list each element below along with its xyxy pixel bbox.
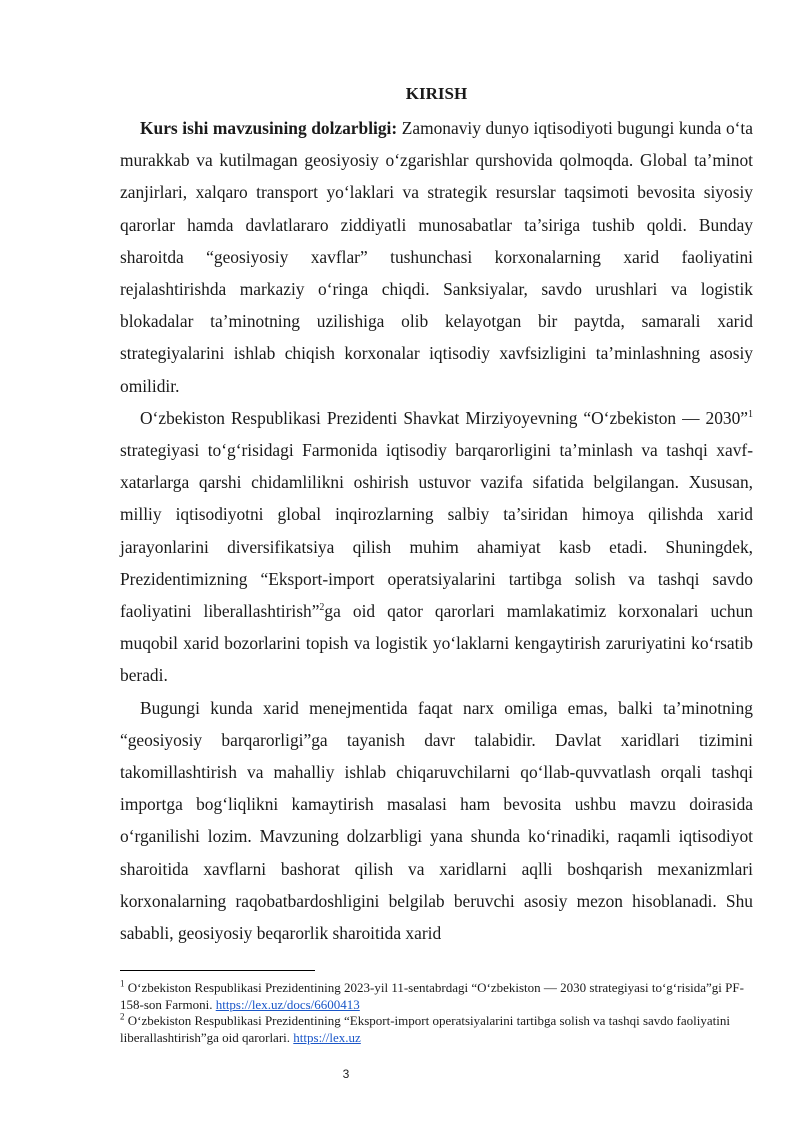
page-number: 3	[342, 1067, 350, 1081]
footnotes	[120, 980, 753, 1046]
footnote-ref-1[interactable]: 1	[748, 409, 753, 421]
paragraph-text: ga oid qator qarorlari mamlakatimiz korxonalari uchun muqobil xarid bozorlarini topish va logistik yo‘laklarni kengaytirish zaruriyatini ko‘rsatib beradi.	[120, 601, 753, 686]
footnote-marker: 1	[120, 978, 125, 989]
footnote-marker: 2	[120, 1011, 125, 1022]
footnote-ref-2[interactable]: 2	[319, 602, 325, 614]
footnote-text: O‘zbekiston Respublikasi Prezidentining “Eksport-import operatsiyalarini tartibga solish va tashqi savdo faoliyatini liberallashtirish”ga oid qarorlari.	[120, 1013, 730, 1045]
footnote-separator	[120, 970, 315, 971]
paragraph-text: strategiyasi to‘g‘risidagi Farmonida iqtisodiy barqarorligini ta’minlash va tashqi xavf-xatarlarga qarshi chidamlilikni oshirish ustuvor vazifa sifatida belgilangan. Xususan, milliy iqtisodiyotni global inqirozlarning salbiy ta’siridan himoya qilishda xarid jarayonlarini diversifikatsiya qilish muhim ahamiyat kasb etadi. Shuningdek, Prezidentimizning “Eksport-import operatsiyalarini tartibga solish va tashqi savdo faoliyatini liberallashtirish”	[120, 440, 753, 622]
paragraph-strategy	[120, 402, 753, 692]
footnote-link[interactable]: https://lex.uz/docs/6600413	[215, 996, 360, 1012]
section-heading: KIRISH	[405, 84, 468, 103]
body-text	[120, 112, 753, 949]
paragraph-relevance	[120, 112, 753, 402]
footnote-1	[120, 980, 753, 1013]
footnote-text: O‘zbekiston Respublikasi Prezidentining 2023-yil 11-sentabrdagi “O‘zbekiston — 2030 strategiyasi to‘g‘risida”gi PF-158-son Farmoni.	[120, 980, 744, 1012]
paragraph-procurement: Bugungi kunda xarid menejmentida faqat narx omiliga emas, balki ta’minotning “geosiyosiy barqarorligi”ga tayanish davr talabidir. Davlat xaridlari tizimini takomillashtirish va mahalliy ishlab chiqaruvchilarni qo‘llab-quvvatlash orqali tashqi importga bog‘liqlikni kamaytirish masalasi ham bevosita ushbu mavzu doirasida o‘rganilishi lozim. Mavzuning dolzarbligi yana shunda ko‘rinadiki, raqamli iqtisodiyot sharoitida xavflarni bashorat qilish va xaridlarni aqlli boshqarish mexanizmlari korxonalarning raqobatbardoshligini belgilab beruvchi asosiy mezon hisoblanadi. Shu sababli, geosiyosiy beqarorlik sharoitida xarid	[120, 697, 753, 944]
footnote-link[interactable]: https://lex.uz	[293, 1029, 361, 1045]
paragraph-lead: Kurs ishi mavzusining dolzarbligi:	[140, 118, 398, 138]
paragraph-text: Zamonaviy dunyo iqtisodiyoti bugungi kunda o‘ta murakkab va kutilmagan geosiyosiy o‘zgarishlar qurshovida qolmoqda. Global ta’minot zanjirlari, xalqaro transport yo‘laklari va strategik resurslar taqsimoti bevosita siyosiy qarorlar hamda davlatlararo ziddiyatli munosabatlar ta’siriga tushib qoldi. Bunday sharoitda “geosiyosiy xavflar” tushunchasi korxonalarning xarid faoliyatini rejalashtirishda markaziy o‘ringa chiqdi. Sanksiyalar, savdo urushlari va logistik blokadalar ta’minotning uzilishiga olib kelayotgan bir paytda, samarali xarid strategiyalarini ishlab chiqish korxonalar iqtisodiy xavfsizligini ta’minlashning asosiy omilidir.	[120, 118, 753, 396]
paragraph-text: O‘zbekiston Respublikasi Prezidenti Shavkat Mirziyoyevning “O‘zbekiston — 2030”	[140, 407, 748, 428]
footnote-2	[120, 1013, 753, 1046]
